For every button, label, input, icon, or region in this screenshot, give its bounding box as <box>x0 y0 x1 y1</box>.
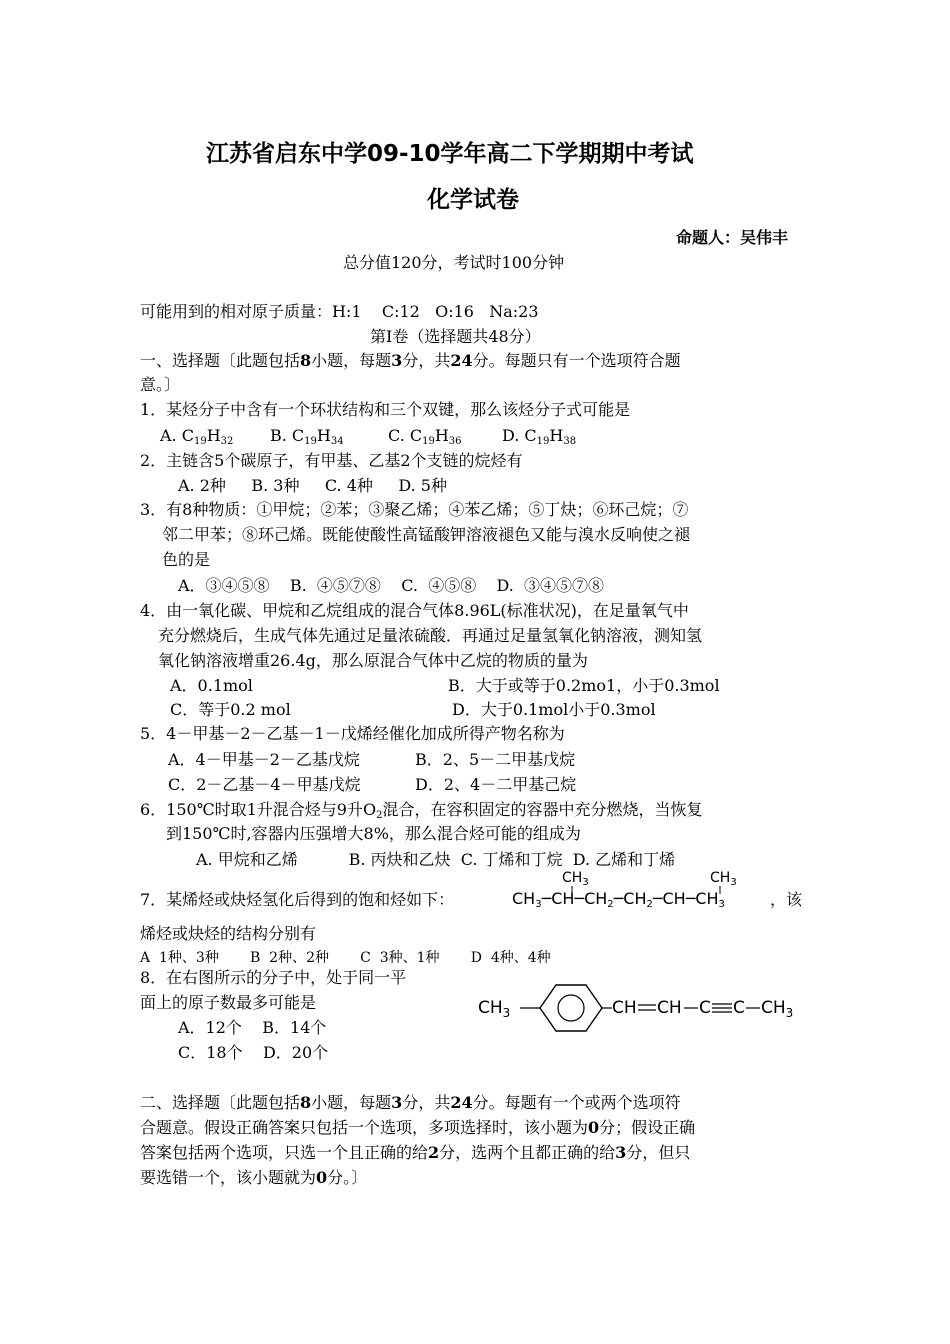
author-line: 命题人：吴伟丰 <box>676 228 789 247</box>
question-6-stem: 6．150℃时取1升混合烃与9升$O_2$混合，在容积固定的容器中充分燃烧，当恢复 <box>140 800 703 821</box>
score-info: 总分值120分，考试时100分钟 <box>343 253 565 272</box>
atomic-masses: 可能用到的相对原子质量：H:1 C:12 O:16 Na:23 <box>140 302 539 321</box>
question-7-stem-cont: 烯烃或炔烃的结构分别有 <box>140 924 317 943</box>
question-2-stem: 2．主链含5个碳原子，有甲基、乙基2个支链的烷烃有 <box>140 451 523 470</box>
question-5-stem: 5．4－甲基－2－乙基－1－戊烯经催化加成所得产物名称为 <box>140 724 565 743</box>
section1-intro-cont: 意。〕 <box>140 375 181 394</box>
question-3-stem-cont: 邻二甲苯；⑧环己烯。既能使酸性高锰酸钾溶液褪色又能与溴水反响使之褪 <box>162 525 691 544</box>
volume-one-title: 第Ⅰ卷（选择题共48分） <box>370 327 541 346</box>
question-3-options: A．③④⑤⑧ B. ④⑤⑦⑧ C. ④⑤⑧ D. ③④⑤⑦⑧ <box>178 576 605 595</box>
question-4-option-a: A．0.1mol <box>170 676 253 695</box>
question-3-stem: 3．有8种物质：①甲烷；②苯；③聚乙烯；④苯乙烯；⑤丁炔；⑥环己烷；⑦ <box>140 500 689 519</box>
question-1-stem: 1．某烃分子中含有一个环状结构和三个双键，那么该烃分子式可能是 <box>140 400 631 419</box>
q8-c-1: C <box>699 998 711 1018</box>
question-4-option-c: C．等于0.2 mol <box>170 700 291 719</box>
question-5-option-c: C．2－乙基－4－甲基戊烷 <box>168 775 361 794</box>
question-6-stem-cont: 到150℃时,容器内压强增大8%，那么混合烃可能的组成为 <box>166 824 581 843</box>
question-8-stem: 8．在右图所示的分子中，处于同一平 <box>140 968 407 987</box>
question-5-option-d: D．2、4－二甲基己烷 <box>415 775 577 794</box>
page-subtitle: 化学试卷 <box>427 187 519 213</box>
question-8-structure <box>476 980 816 1040</box>
question-3-stem-cont: 色的是 <box>162 550 211 569</box>
question-1-option-a: A. $C_{19}H_{32}$ <box>160 426 234 447</box>
question-8-stem-cont: 面上的原子数最多可能是 <box>140 993 317 1012</box>
question-4-stem: 4．由一氧化碳、甲烷和乙烷组成的混合气体8.96L(标准状况)，在足量氧气中 <box>140 601 689 620</box>
section2-intro-cont: 答案包括两个选项，只选一个且正确的给2分，选两个且都正确的给3分，但只 <box>140 1143 691 1162</box>
q8-methyl-right: $CH_3$ <box>761 998 794 1020</box>
question-4-option-b: B．大于或等于0.2mo1，小于0.3mol <box>448 676 720 695</box>
question-7-stem: 7．某烯烃或炔烃氢化后得到的饱和烃如下： <box>140 890 455 909</box>
q7-methyl-top-1: $CH_3$ <box>562 870 589 888</box>
question-2-options: A. 2种 B. 3种 C. 4种 D. 5种 <box>178 476 447 495</box>
question-7-options: A 1种、3种 B 2种、2种 C 3种、1种 D 4种、4种 <box>140 950 551 966</box>
benzene-ring <box>540 985 602 1031</box>
question-5-option-a: A．4－甲基－2－乙基戊烷 <box>168 750 360 769</box>
q8-methyl-left: $CH_3$ <box>478 998 511 1020</box>
question-7-formula-tail: ，该 <box>770 890 803 909</box>
question-1-option-b: B. $C_{19}H_{34}$ <box>270 426 344 447</box>
question-1-option-c: C. $C_{19}H_{36}$ <box>388 426 462 447</box>
q8-ch-2: CH <box>657 998 682 1018</box>
question-8-options-ab: A．12个 B．14个 <box>178 1018 327 1037</box>
section1-intro: 一、选择题〔此题包括8小题，每题3分，共24分。每题只有一个选项符合题 <box>140 351 681 370</box>
question-8-options-cd: C．18个 D．20个 <box>178 1043 329 1062</box>
question-5-option-b: B．2、5－二甲基戊烷 <box>415 750 576 769</box>
question-1-option-d: D. $C_{19}H_{38}$ <box>502 426 577 447</box>
page-title: 江苏省启东中学09-10学年高二下学期期中考试 <box>206 141 694 167</box>
section2-intro: 二、选择题〔此题包括8小题，每题3分，共24分。每题有一个或两个选项符 <box>140 1093 681 1112</box>
q7-chain: CH3─CH─CH2─CH2─CH─CH3 <box>512 889 725 910</box>
section2-intro-cont: 要选错一个，该小题就为0分。〕 <box>140 1168 368 1187</box>
q8-ch-1: CH <box>612 998 637 1018</box>
question-7-structure <box>510 866 803 912</box>
q8-c-2: C <box>733 998 745 1018</box>
question-6-options: A. 甲烷和乙烯 B. 丙炔和乙炔 C. 丁烯和丁烷 D. 乙烯和丁烯 <box>196 850 676 869</box>
benzene-ring-circle <box>558 995 584 1021</box>
section2-intro-cont: 合题意。假设正确答案只包括一个选项，多项选择时，该小题为0分；假设正确 <box>140 1118 696 1137</box>
question-4-stem-cont: 充分燃烧后，生成气体先通过足量浓硫酸．再通过足量氢氧化钠溶液，测知氢 <box>158 626 703 645</box>
q7-methyl-top-2: $CH_3$ <box>710 870 737 888</box>
question-4-stem-cont: 氧化钠溶液增重26.4g，那么原混合气体中乙烷的物质的量为 <box>158 651 588 670</box>
question-4-option-d: D．大于0.1mol小于0.3mol <box>452 700 656 719</box>
